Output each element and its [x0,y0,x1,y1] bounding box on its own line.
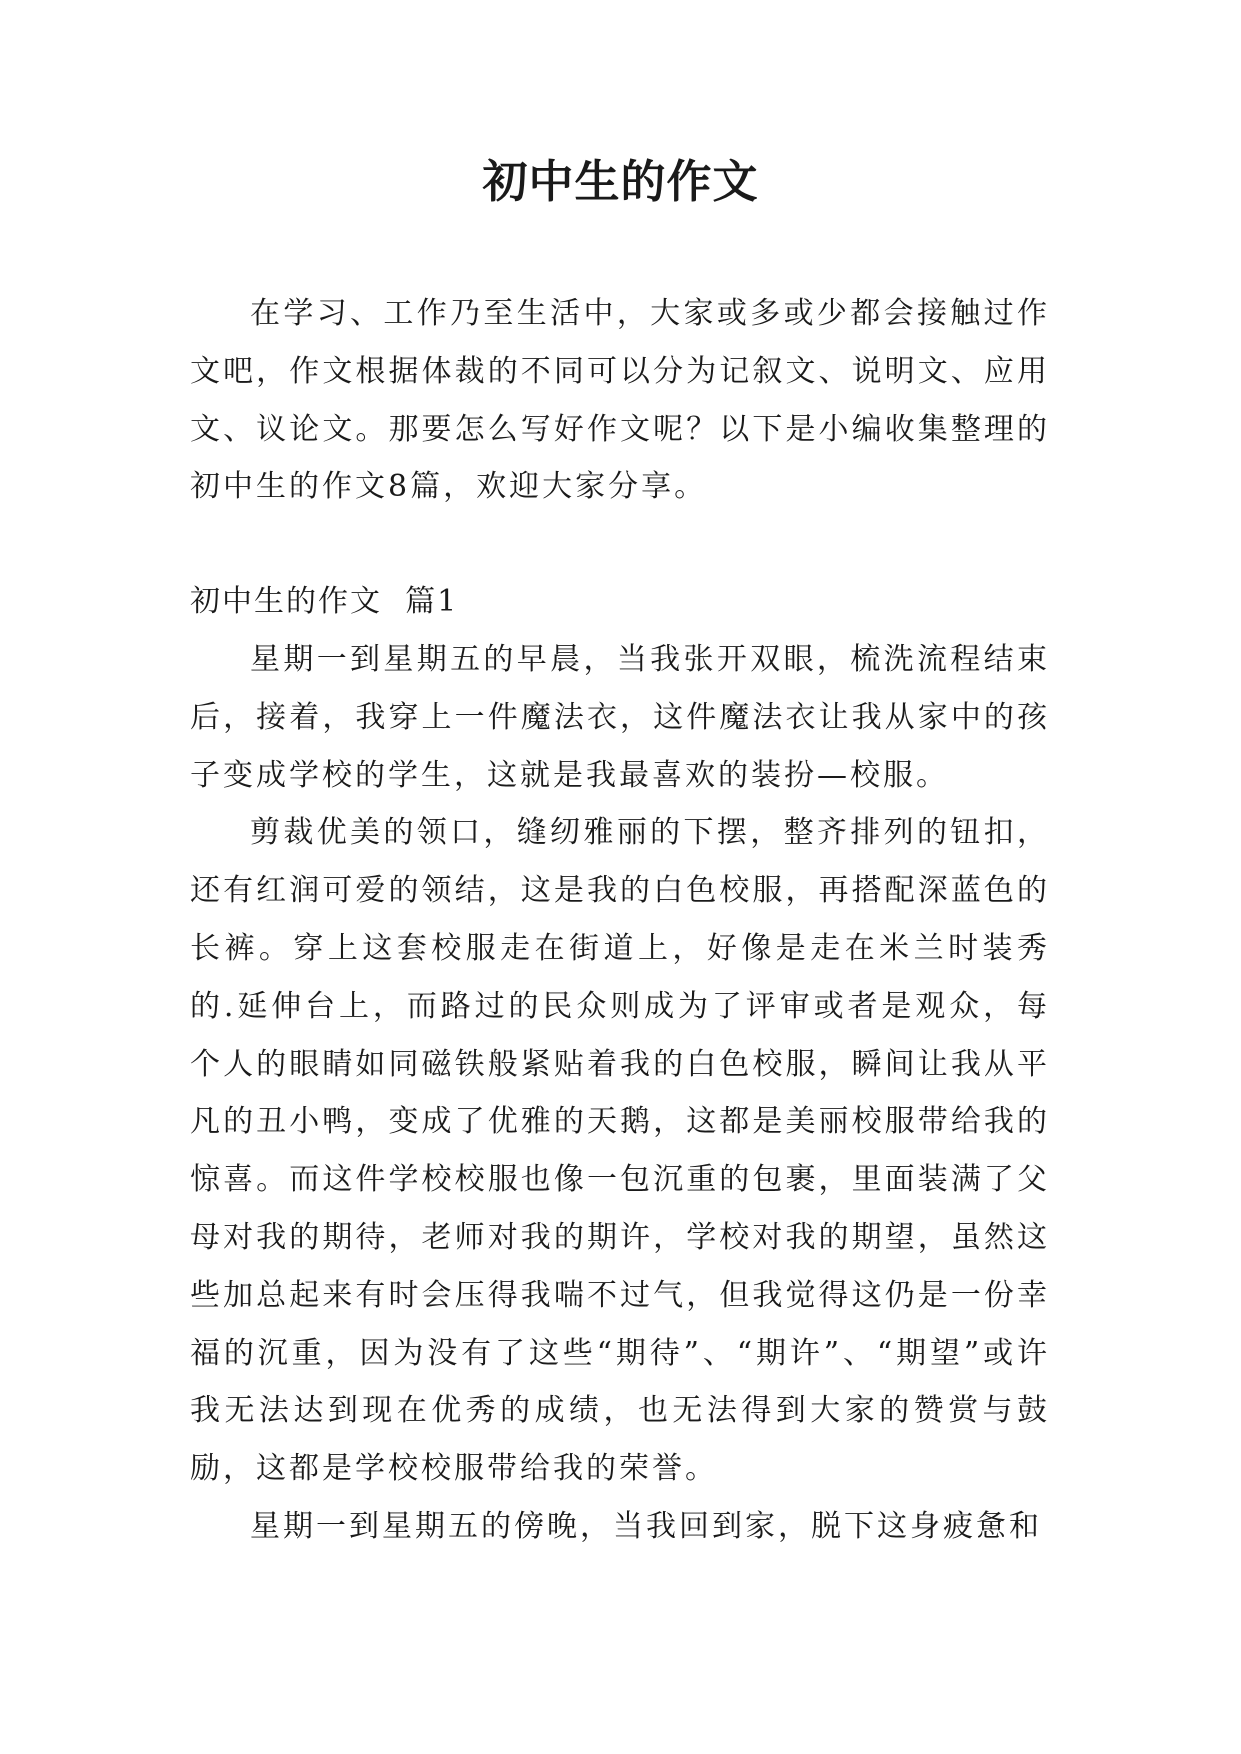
document-title: 初中生的作文 [482,155,759,208]
section-heading: 初中生的作文 篇1 [190,584,459,620]
body-paragraph: 星期一到星期五的早晨，当我张开双眼，梳洗流程结束后，接着，我穿上一件魔法衣，这件魔法衣让我从家中的孩子变成学校的学生，这就是我最喜欢的装扮—校服。 [190,641,1050,793]
body-paragraph: 剪裁优美的领口，缝纫雅丽的下摆，整齐排列的钮扣，还有红润可爱的领结，这是我的白色校服，再搭配深蓝色的长裤。穿上这套校服走在街道上，好像是走在米兰时装秀的.延伸台上，而路过的民众则成为了评审或者是观众，每个人的眼睛如同磁铁般紧贴着我的白色校服，瞬间让我从平凡的丑小鸭，变成了优雅的天鹅，这都是美丽校服带给我的惊喜。而这件学校校服也像一包沉重的包裹，里面装满了父母对我的期待，老师对我的期许，学校对我的期望，虽然这些加总起来有时会压得我喘不过气，但我觉得这仍是一份幸福的沉重，因为没有了这些“期待”、“期许”、“期望”或许我无法达到现在优秀的成绩，也无法得到大家的赞赏与鼓励，这都是学校校服带给我的荣誉。 [190,815,1050,1487]
document-body [190,285,1050,1556]
intro-paragraph: 在学习、工作乃至生活中，大家或多或少都会接触过作文吧，作文根据体裁的不同可以分为记叙文、说明文、应用文、议论文。那要怎么写好作文呢？以下是小编收集整理的初中生的作文8篇，欢迎大家分享。 [190,296,1050,505]
body-paragraph: 星期一到星期五的傍晚，当我回到家，脱下这身疲惫和 [250,1508,1042,1544]
